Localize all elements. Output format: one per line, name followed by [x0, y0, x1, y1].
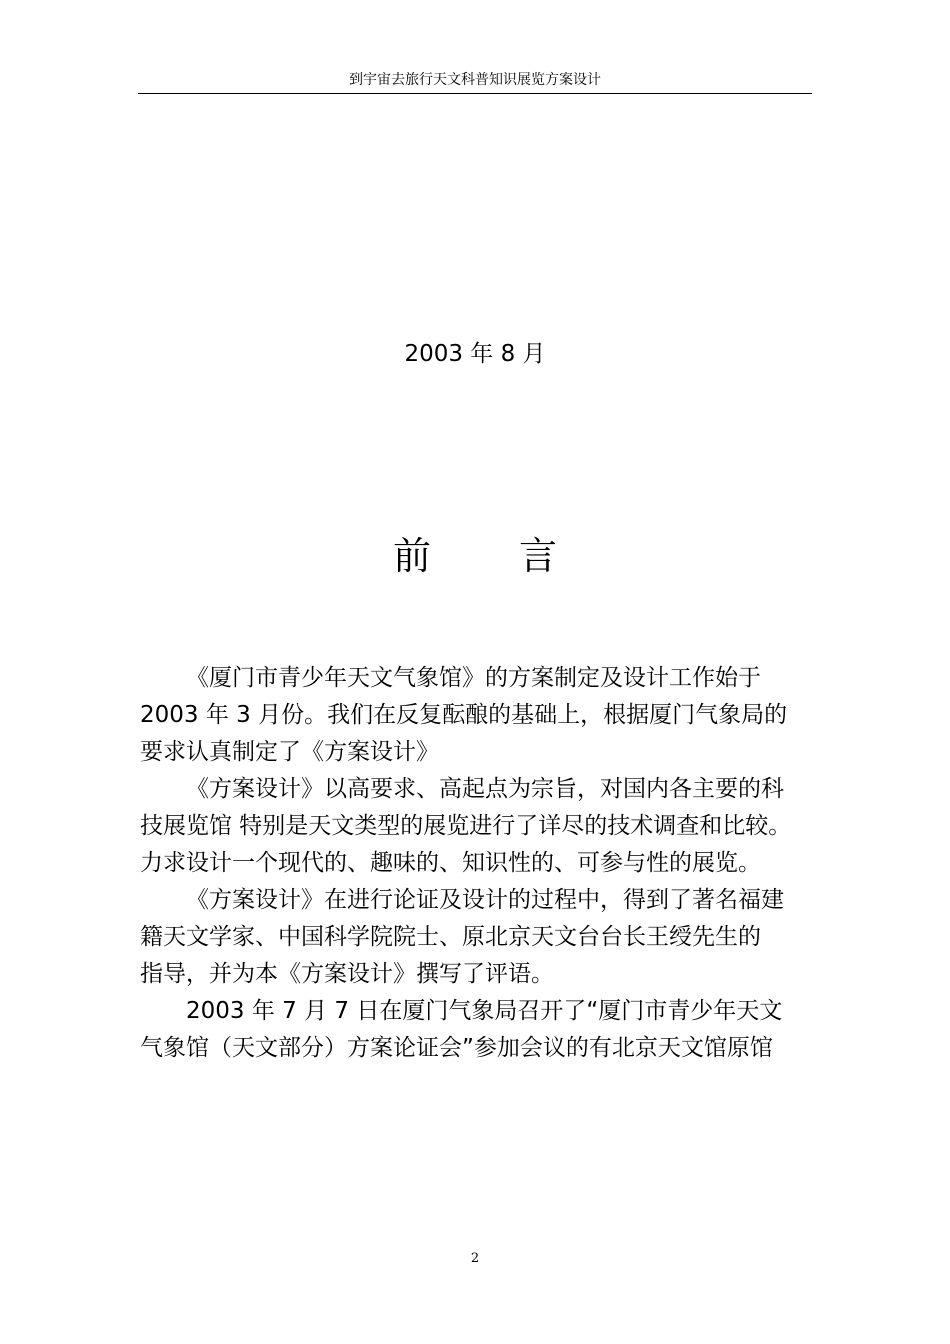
- page-number: 2: [470, 1251, 480, 1266]
- section-title: [0, 528, 950, 584]
- document-date: 2003 年 8 月: [404, 341, 546, 367]
- paragraph-line: 2003 年 7 月 7 日在厦门气象局召开了“厦门市青少年天文: [186, 998, 783, 1024]
- preface-body: [140, 660, 840, 1067]
- paragraph-line: 要求认真制定了《方案设计》: [140, 739, 439, 765]
- paragraph-line: 《方案设计》在进行论证及设计的过程中，得到了著名福建: [186, 887, 784, 913]
- running-header: 到宇宙去旅行天文科普知识展览方案设计: [349, 72, 601, 88]
- paragraph-line: 《厦门市青少年天文气象馆》的方案制定及设计工作始于: [186, 665, 761, 691]
- paragraph-line: 《方案设计》以高要求、高起点为宗旨，对国内各主要的科: [186, 776, 784, 802]
- paragraph-line: 籍天文学家、中国科学院院士、原北京天文台台长王绶先生的: [140, 924, 761, 950]
- paragraph-line: 技展览馆 特别是天文类型的展览进行了详尽的技术调查和比较。: [140, 813, 792, 839]
- paragraph-line: 力求设计一个现代的、趣味的、知识性的、可参与性的展览。: [140, 850, 761, 876]
- header-divider: [138, 93, 812, 94]
- section-title-second-char: 言: [519, 534, 558, 578]
- section-title-first-char: 前: [392, 534, 431, 578]
- paragraph-line: 2003 年 3 月份。我们在反复酝酿的基础上，根据厦门气象局的: [140, 702, 788, 728]
- paragraph-line: 气象馆（天文部分）方案论证会”参加会议的有北京天文馆原馆: [140, 1035, 773, 1061]
- paragraph-line: 指导，并为本《方案设计》撰写了评语。: [140, 961, 554, 987]
